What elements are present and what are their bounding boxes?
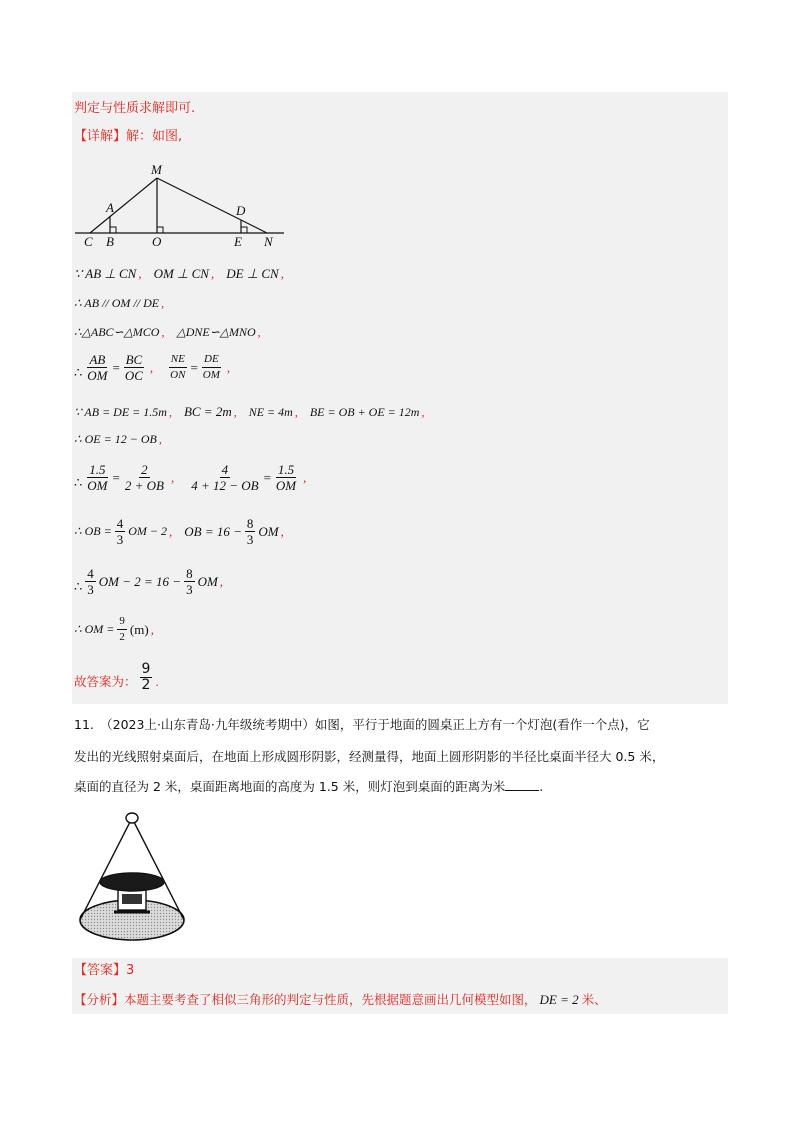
step5-d: BE = OB + OE = 12m	[309, 404, 420, 419]
answer-tag: 【答案】	[74, 963, 127, 978]
label-N: N	[264, 234, 273, 249]
segment-CM	[90, 178, 157, 233]
table-top	[100, 873, 164, 891]
step9-tail: OM	[197, 573, 218, 589]
step2: ∴ AB // OM // DE	[74, 296, 160, 310]
detail-tag: 【详解】	[74, 129, 127, 144]
step10-prefix: ∴ OM =	[74, 622, 115, 636]
step-om-result: ∴ OM = $\frac{9}{2}$ (m) ,	[74, 615, 154, 643]
step5-b: BC = 2m	[183, 404, 232, 419]
step5-c: NE = 4m	[248, 404, 293, 419]
step7-prefix: ∴	[74, 475, 83, 490]
step-equation: ∴ $\frac{4}{3}$ OM − 2 = 16 − $\frac{8}{3}$ OM ,	[74, 566, 224, 597]
step9-prefix: ∴	[74, 579, 83, 594]
label-A: A	[106, 200, 114, 215]
fraction: $\frac{8}{3}$	[246, 516, 254, 547]
fraction: $\frac{BC}{OC}$	[124, 352, 143, 383]
step1-a: ∵ AB ⊥ CN	[74, 266, 137, 281]
step-perpendiculars: ∵ AB ⊥ CN , OM ⊥ CN , DE ⊥ CN ,	[74, 266, 284, 281]
final-answer-label: 故答案为：	[74, 674, 137, 689]
step1-b: OM ⊥ CN	[153, 266, 209, 281]
fraction: $\frac{4}{3}$	[87, 566, 94, 597]
question-11-line-3-text: 桌面的直径为 2 米，桌面距离地面的高度为 1.5 米，则灯泡到桌面的距离为米	[74, 779, 506, 794]
step-similar: ∴△ABC∽△MCO , △DNE∽△MNO ,	[74, 325, 261, 339]
fraction: $\frac{4}{3}$	[116, 516, 124, 547]
fraction: $\frac{9}{2}$	[119, 615, 125, 643]
right-angle-E	[241, 227, 247, 233]
answer-blank	[505, 778, 539, 791]
label-D: D	[236, 203, 246, 218]
step4-prefix: ∴	[74, 365, 83, 380]
step-given-values: ∵ AB = DE = 1.5m , BC = 2m , NE = 4m , BE = OB + OE = 12m ,	[74, 404, 425, 419]
step9-mid: OM − 2 = 16 −	[98, 573, 182, 589]
label-E: E	[234, 234, 242, 249]
question-11-line-3: 桌面的直径为 2 米，桌面距离地面的高度为 1.5 米，则灯泡到桌面的距离为米 .	[74, 779, 544, 794]
lamp-table-figure	[78, 810, 188, 946]
step-oe: ∴ OE = 12 − OB ,	[74, 432, 162, 446]
step3-a: ∴△ABC∽△MCO	[74, 325, 160, 339]
step1-c: DE ⊥ CN	[226, 266, 279, 281]
right-angle-B	[110, 227, 116, 233]
step3-b: △DNE∽△MNO	[176, 325, 256, 339]
step8-tail2: OM	[258, 523, 279, 539]
right-angle-O	[157, 227, 163, 233]
fraction: $\frac{8}{3}$	[186, 566, 193, 597]
table-leg-inner	[122, 894, 142, 904]
analysis-tail: 米、	[581, 992, 607, 1007]
step5-a: ∵ AB = DE = 1.5m	[74, 404, 167, 419]
final-answer-fraction: $\frac{9}{2}$	[141, 661, 151, 693]
analysis-text: 本题主要考查了相似三角形的判定与性质，先根据题意画出几何模型如图，	[124, 992, 537, 1007]
fraction: $\frac{NE}{ON}$	[170, 353, 186, 381]
analysis-tag: 【分析】	[74, 992, 125, 1007]
geometry-figure	[70, 160, 290, 250]
step-ob-expressions: ∴ OB = $\frac{4}{3}$ OM − 2 , OB = 16 − $\frac{8}{3}$ OM ,	[74, 516, 284, 547]
answer-line	[74, 962, 134, 980]
question-11-line-2: 发出的光线照射桌面后，在地面上形成圆形阴影，经测量得，地面上圆形阴影的半径比桌面半径大 0.5 米，	[74, 749, 665, 764]
fraction: $\frac{2}{2 + OB}$	[124, 462, 164, 493]
step-parallel: ∴ AB // OM // DE ,	[74, 296, 165, 310]
step8-prefix: ∴ OB =	[74, 524, 112, 538]
final-answer: 故答案为： $\frac{9}{2}$ .	[74, 661, 159, 693]
solution-intro-line: 判定与性质求解即可.	[74, 101, 196, 116]
step6: ∴ OE = 12 − OB	[74, 432, 157, 446]
label-B: B	[106, 234, 114, 249]
step8b-prefix: OB = 16 −	[184, 523, 242, 539]
fraction: $\frac{4}{4 + 12 - OB}$	[191, 462, 259, 493]
step-substituted-ratios: ∴ $\frac{1.5}{OM}$ = $\frac{2}{2 + OB}$ , $\frac{4}{4 + 12 - OB}$ = $\frac{1.5}{OM}$ ,	[74, 462, 307, 493]
label-O: O	[152, 234, 162, 249]
step8-tail1: OM − 2	[128, 524, 167, 538]
analysis-math: DE = 2	[539, 992, 579, 1007]
step-ratios: ∴ $\frac{AB}{OM}$ = $\frac{BC}{OC}$ , $\frac{NE}{ON}$ = $\frac{DE}{OM}$ ,	[74, 352, 231, 383]
detail-text: 解：如图,	[126, 129, 183, 144]
detail-header	[74, 128, 182, 146]
fraction: $\frac{1.5}{OM}$	[87, 462, 108, 493]
label-C: C	[84, 234, 93, 249]
answer-value: 3	[126, 963, 135, 978]
bulb	[126, 813, 138, 823]
analysis-line	[74, 991, 607, 1009]
question-11-line-1: 11. （2023上·山东青岛·九年级统考期中）如图，平行于地面的圆桌正上方有一个灯泡(看作一个点)，它	[74, 717, 650, 732]
fraction: $\frac{AB}{OM}$	[87, 352, 108, 383]
step10-tail: (m)	[129, 621, 149, 637]
label-M: M	[151, 162, 162, 177]
fraction: $\frac{DE}{OM}$	[202, 353, 220, 381]
segment-MN	[157, 178, 267, 233]
fraction: $\frac{1.5}{OM}$	[275, 462, 297, 493]
